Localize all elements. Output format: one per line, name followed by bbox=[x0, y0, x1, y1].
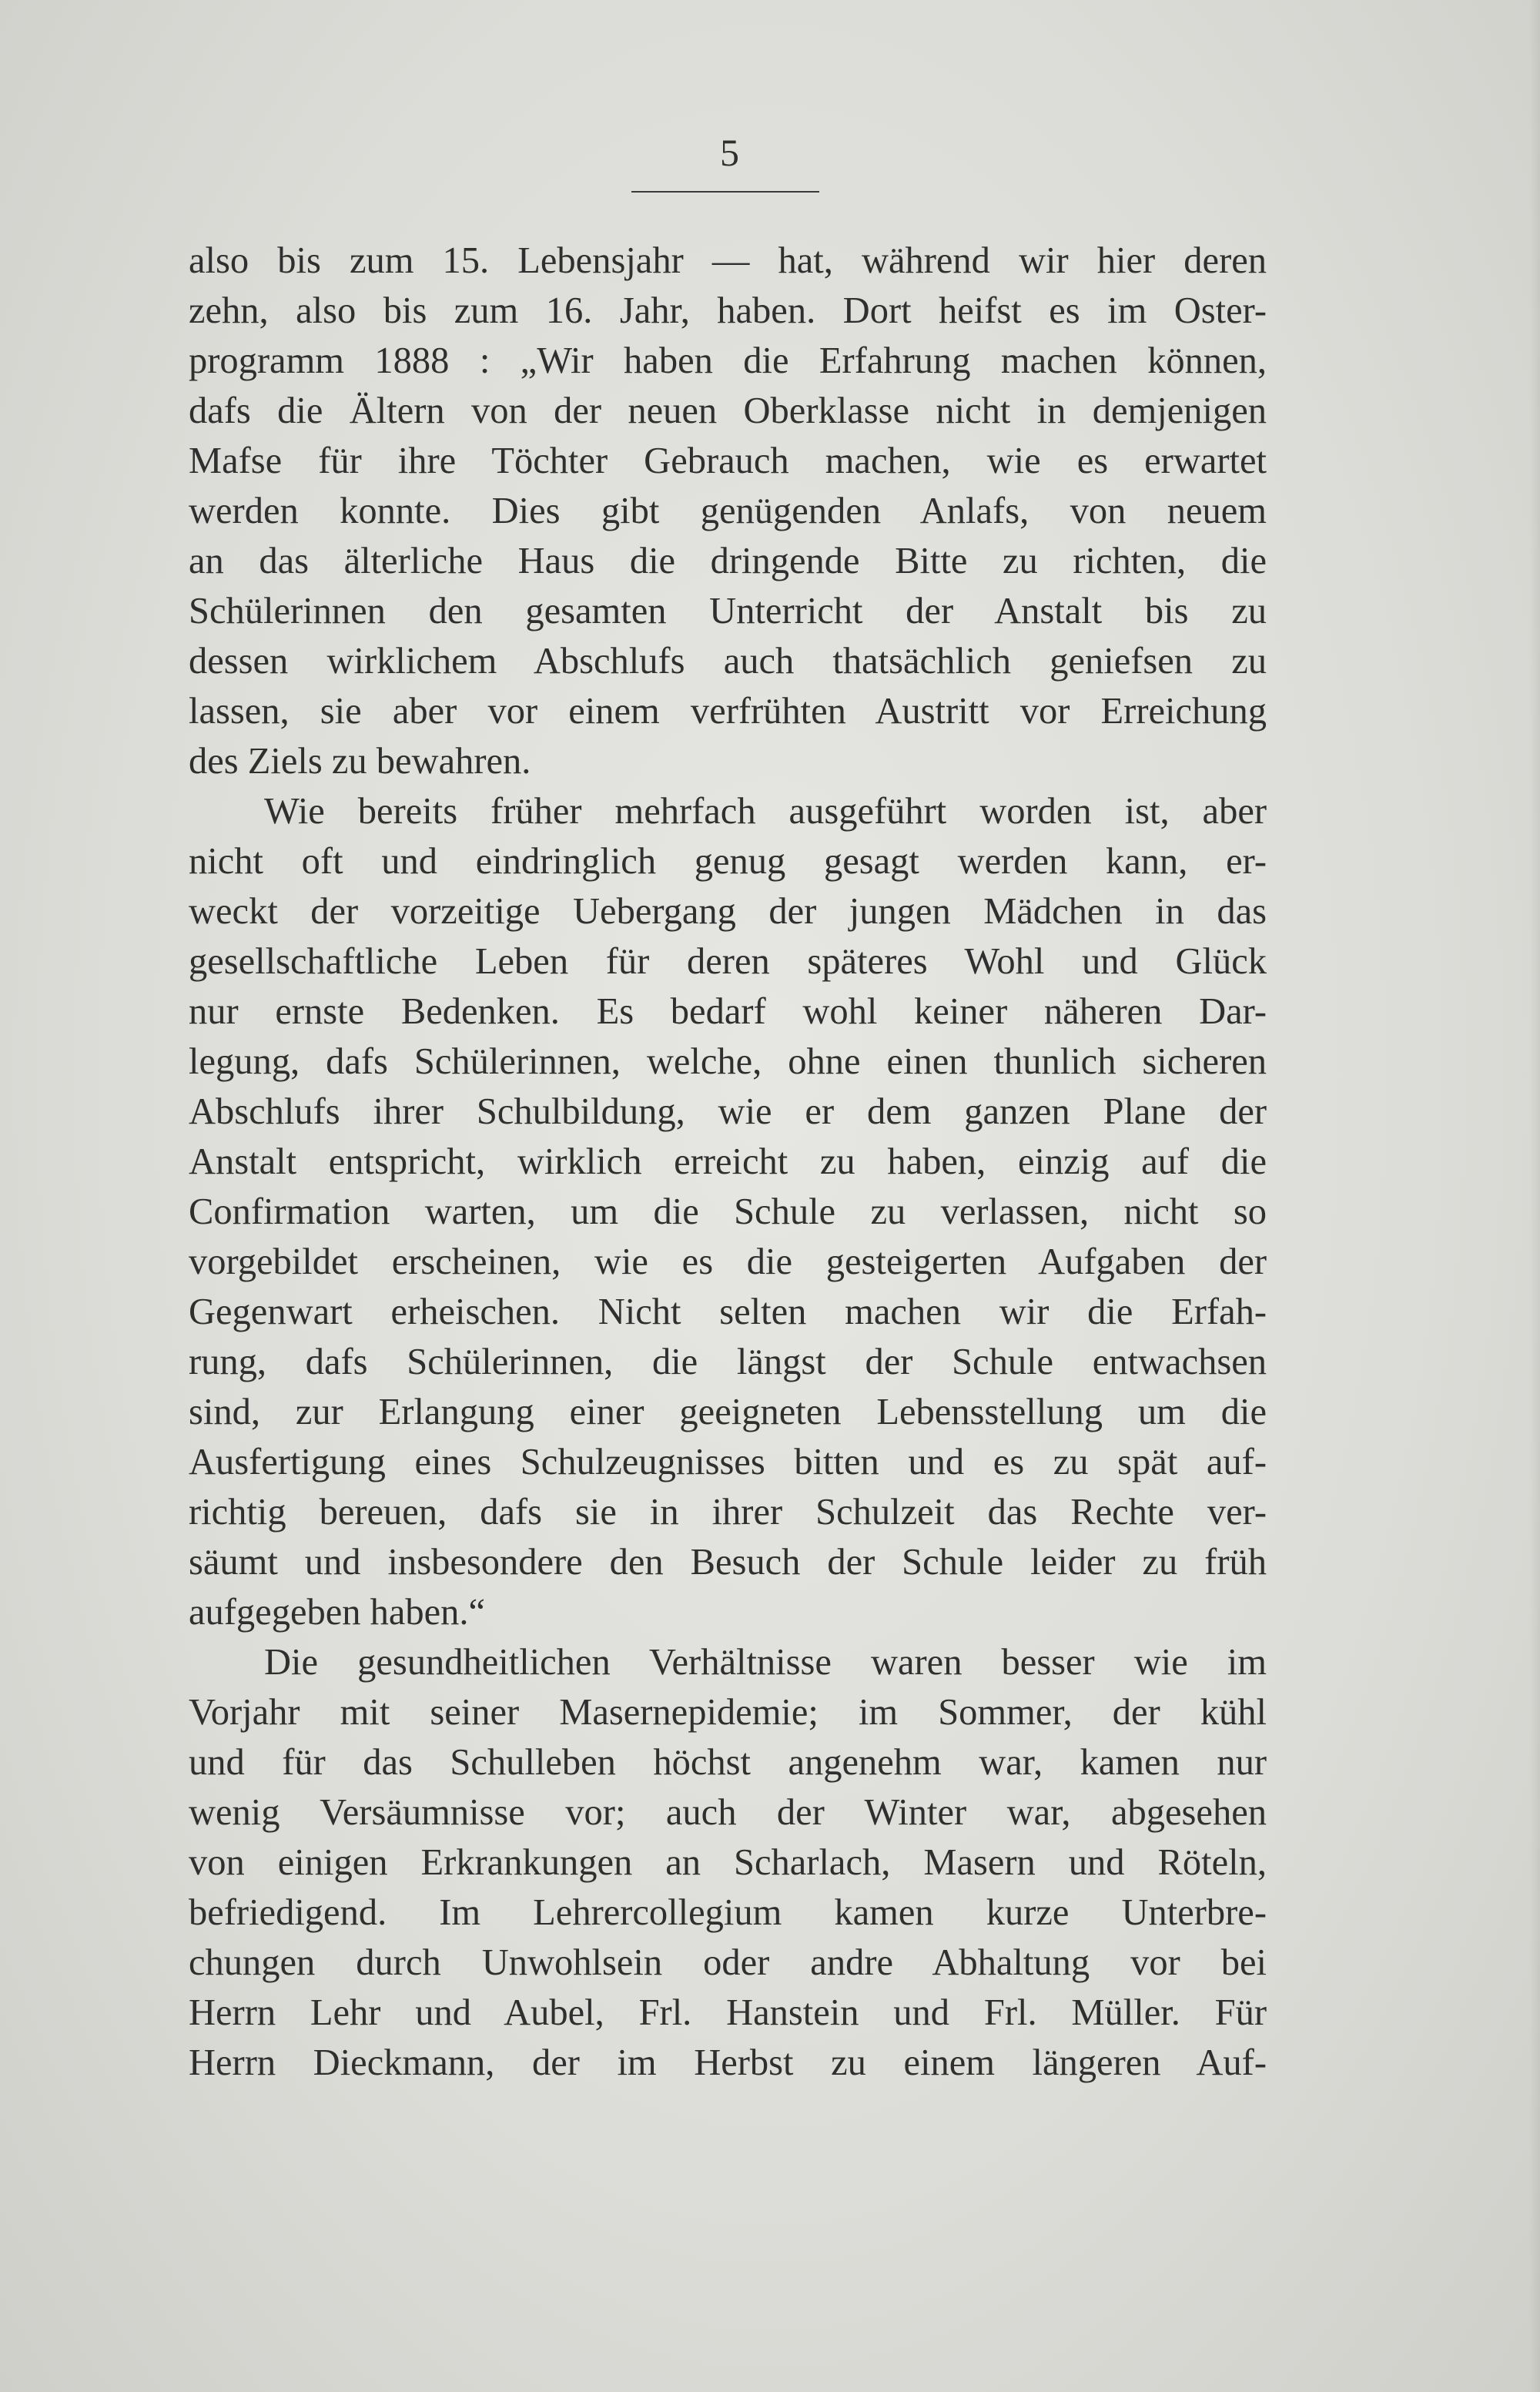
text-line: an das älterliche Haus die dringende Bitte zu richten, die bbox=[189, 541, 1267, 581]
text-line: gesellschaftliche Leben für deren späteres Wohl und Glück bbox=[189, 941, 1267, 982]
text-line: vorgebildet erscheinen, wie es die gesteigerten Aufgaben der bbox=[189, 1241, 1267, 1282]
text-line: also bis zum 15. Lebensjahr — hat, während wir hier deren bbox=[189, 240, 1267, 281]
text-line: rung, dafs Schülerinnen, die längst der Schule entwachsen bbox=[189, 1342, 1267, 1382]
text-line: Herrn Dieckmann, der im Herbst zu einem längeren Auf- bbox=[189, 2042, 1267, 2083]
text-line: von einigen Erkrankungen an Scharlach, Masern und Röteln, bbox=[189, 1842, 1267, 1883]
text-line: werden konnte. Dies gibt genügenden Anlafs, von neuem bbox=[189, 491, 1267, 531]
text-line: wenig Versäumnisse vor; auch der Winter war, abgesehen bbox=[189, 1792, 1267, 1833]
text-line: weckt der vorzeitige Uebergang der jungen Mädchen in das bbox=[189, 891, 1267, 932]
text-line: und für das Schulleben höchst angenehm war, kamen nur bbox=[189, 1742, 1267, 1783]
text-line: befriedigend. Im Lehrercollegium kamen kurze Unterbre- bbox=[189, 1892, 1267, 1933]
text-line: säumt und insbesondere den Besuch der Schule leider zu früh bbox=[189, 1542, 1267, 1583]
text-line: Abschlufs ihrer Schulbildung, wie er dem ganzen Plane der bbox=[189, 1091, 1267, 1132]
text-line: dessen wirklichem Abschlufs auch thatsächlich geniefsen zu bbox=[189, 641, 1267, 682]
paragraph-end-line: des Ziels zu bewahren. bbox=[189, 741, 531, 782]
text-line: Confirmation warten, um die Schule zu verlassen, nicht so bbox=[189, 1191, 1267, 1232]
text-line: Ausfertigung eines Schulzeugnisses bitten und es zu spät auf- bbox=[189, 1442, 1267, 1482]
body-text bbox=[189, 236, 1267, 2088]
text-line: sind, zur Erlangung einer geeigneten Lebensstellung um die bbox=[189, 1392, 1267, 1432]
text-line: Vorjahr mit seiner Masernepidemie; im Sommer, der kühl bbox=[189, 1692, 1267, 1733]
header-rule bbox=[631, 191, 819, 193]
text-line: nicht oft und eindringlich genug gesagt werden kann, er- bbox=[189, 841, 1267, 882]
text-line: Gegenwart erheischen. Nicht selten machen wir die Erfah- bbox=[189, 1291, 1267, 1332]
text-line: Anstalt entspricht, wirklich erreicht zu haben, einzig auf die bbox=[189, 1141, 1267, 1182]
text-line: richtig bereuen, dafs sie in ihrer Schulzeit das Rechte ver- bbox=[189, 1492, 1267, 1533]
text-line: Schülerinnen den gesamten Unterricht der Anstalt bis zu bbox=[189, 591, 1267, 632]
text-line: programm 1888 : „Wir haben die Erfahrung machen können, bbox=[189, 340, 1267, 381]
text-line: legung, dafs Schülerinnen, welche, ohne einen thunlich sicheren bbox=[189, 1041, 1267, 1082]
text-line: zehn, also bis zum 16. Jahr, haben. Dort heifst es im Oster- bbox=[189, 290, 1267, 331]
text-line: Herrn Lehr und Aubel, Frl. Hanstein und Frl. Müller. Für bbox=[189, 1992, 1267, 2033]
page-edge-shadow bbox=[1529, 0, 1540, 2392]
text-line: chungen durch Unwohlsein oder andre Abhaltung vor bei bbox=[189, 1942, 1267, 1983]
text-line: lassen, sie aber vor einem verfrühten Austritt vor Erreichung bbox=[189, 691, 1267, 732]
text-line: Mafse für ihre Töchter Gebrauch machen, wie es erwartet bbox=[189, 441, 1267, 481]
paragraph-start-line: Die gesundheitlichen Verhältnisse waren besser wie im bbox=[264, 1642, 1267, 1683]
text-line: nur ernste Bedenken. Es bedarf wohl keiner näheren Dar- bbox=[189, 991, 1267, 1032]
paragraph-start-line: Wie bereits früher mehrfach ausgeführt worden ist, aber bbox=[264, 791, 1267, 832]
paragraph-end-line: aufgegeben haben.“ bbox=[189, 1592, 486, 1633]
page-number: 5 bbox=[720, 131, 740, 174]
text-line: dafs die Ältern von der neuen Oberklasse nicht in demjenigen bbox=[189, 390, 1267, 431]
